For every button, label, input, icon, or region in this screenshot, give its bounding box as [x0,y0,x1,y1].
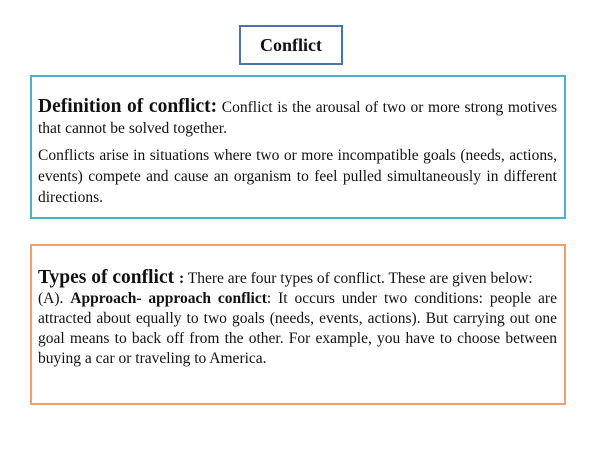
definition-box [30,75,566,219]
approach-approach-paragraph [38,289,557,369]
types-heading-colon: : [179,270,185,287]
definition-paragraph-2: Conflicts arise in situations where two or more incompatible goals (needs, actions, events) compete and cause an organism to feel pulled simultaneously in different directions. [38,147,557,206]
definition-text: Conflict is the arousal of two or more strong motives that cannot be solved together. [38,99,557,137]
definition-paragraph [38,96,557,139]
types-heading: Types of conflict [38,267,179,288]
approach-approach-heading: Approach- approach conflict [70,290,267,307]
title-box [239,25,343,65]
types-intro-paragraph [38,268,557,289]
types-intro-text: There are four types of conflict. These are given below: [184,270,533,287]
types-box [30,244,566,405]
definition-heading: Definition of conflict: [38,96,218,117]
page-title: Conflict [260,34,322,55]
approach-approach-text: : It occurs under two conditions: people are attracted about equally to two goals (needs, events, actions). But carrying out one goal means to back off from the other. For example, you have to choose between buying a car or traveling to America. [38,290,557,367]
item-prefix: (A). [38,290,71,307]
